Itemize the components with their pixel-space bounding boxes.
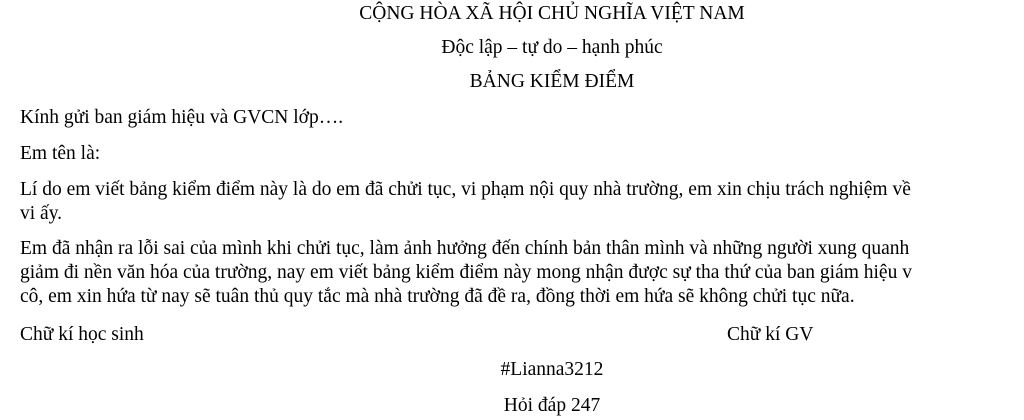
site-name: Hỏi đáp 247 (503, 395, 601, 416)
teacher-signature-label: Chữ kí GV (727, 324, 814, 345)
commitment-line-3: cô, em xin hứa từ nay sẽ tuân thủ quy tắc mà nhà trường đã đề ra, đồng thời em hứa sẽ không chửi tục nữa. (20, 286, 855, 307)
student-signature-label: Chữ kí học sinh (20, 324, 144, 345)
author-tag: #Lianna3212 (500, 359, 604, 380)
commitment-line-2: giảm đi nền văn hóa của trường, nay em viết bảng kiểm điểm này mong nhận được sự tha thứ của ban giám hiệu v (20, 262, 912, 283)
reason-line-1: Lí do em viết bảng kiểm điểm này là do em đã chửi tục, vi phạm nội quy nhà trường, em xin chịu trách nghiệm về (20, 179, 911, 200)
motto: Độc lập – tự do – hạnh phúc (441, 37, 663, 58)
commitment-line-1: Em đã nhận ra lỗi sai của mình khi chửi tục, làm ảnh hưởng đến chính bản thân mình và những người xung quanh (20, 238, 910, 259)
country-heading: CỘNG HÒA XÃ HỘI CHỦ NGHĨA VIỆT NAM (359, 3, 745, 24)
greeting: Kính gửi ban giám hiệu và GVCN lớp…. (20, 107, 344, 128)
reason-line-2: vi ấy. (20, 203, 63, 224)
name-line: Em tên là: (20, 143, 101, 164)
document-title: BẢNG KIỂM ĐIỂM (469, 71, 635, 92)
